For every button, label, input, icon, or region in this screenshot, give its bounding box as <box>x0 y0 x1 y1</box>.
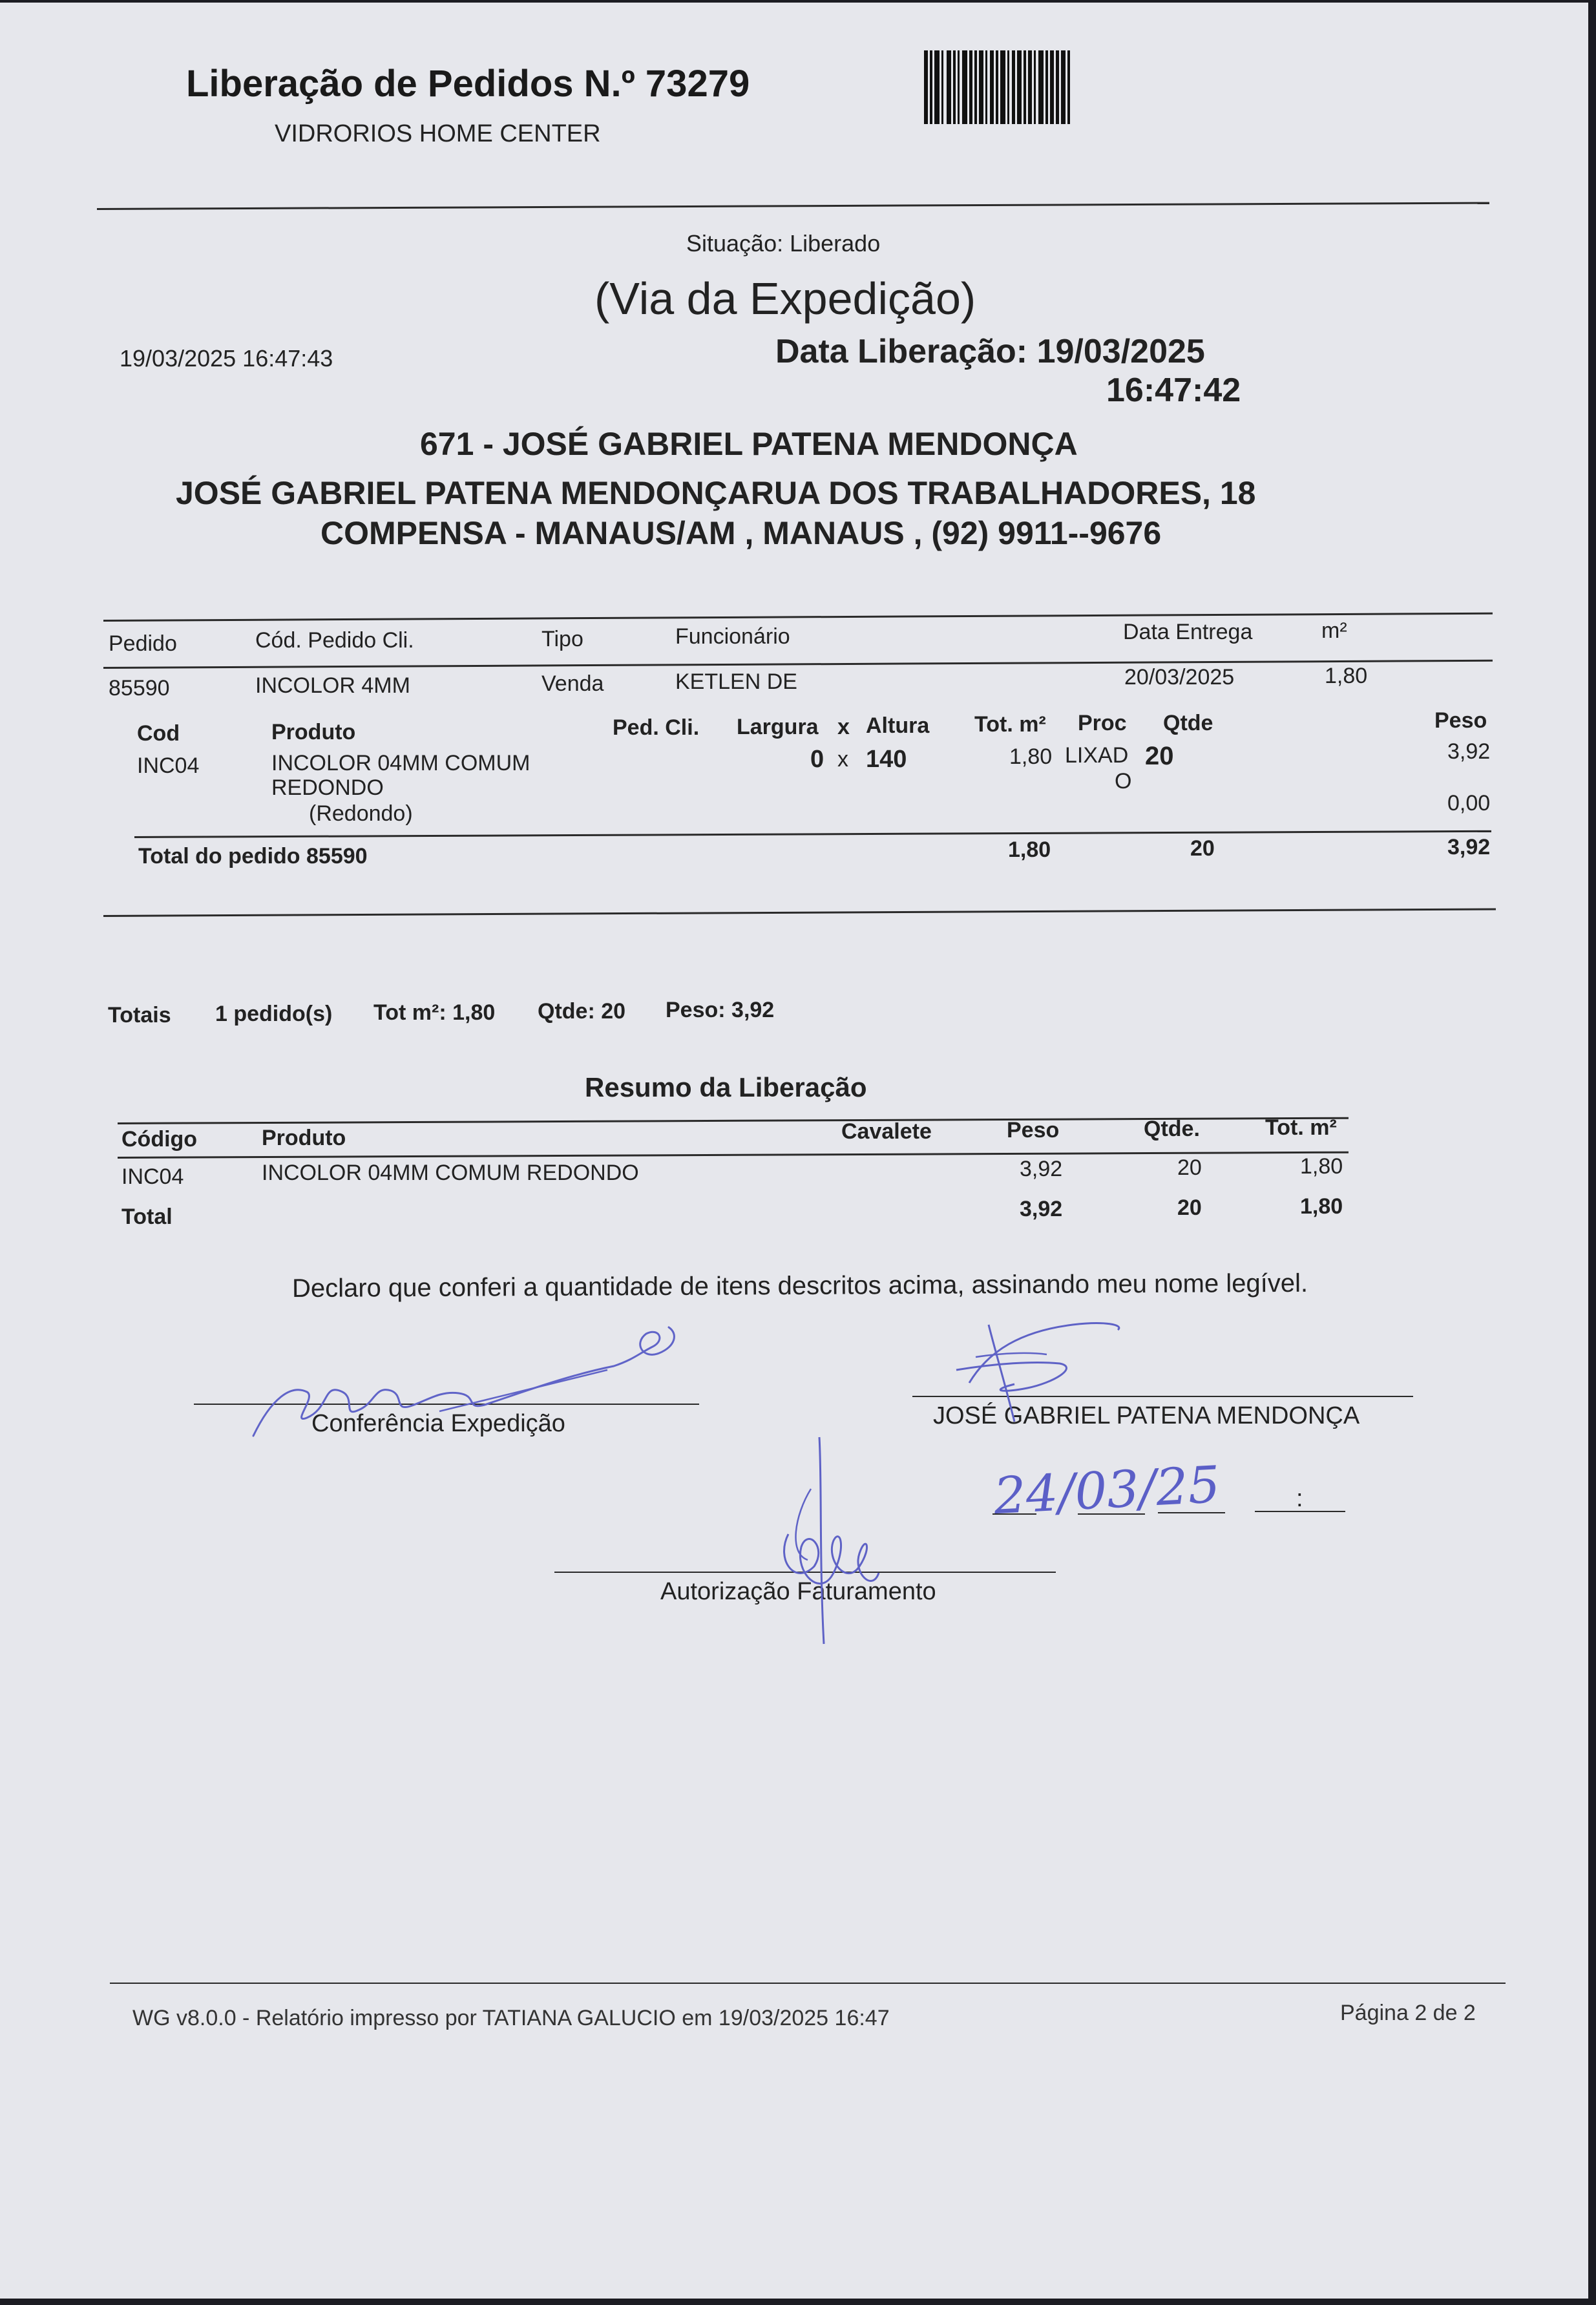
order-total-peso: 3,92 <box>1447 835 1491 859</box>
item-tot-m2: 1,80 <box>1009 744 1053 769</box>
customer-address-line1: JOSÉ GABRIEL PATENA MENDONÇARUA DOS TRABALHADORES, 18 <box>176 475 1256 511</box>
footer-rule <box>110 1983 1506 1984</box>
conferencia-label: Conferência Expedição <box>311 1410 565 1437</box>
conferencia-signature <box>246 1321 711 1450</box>
summary-row-tot-m2: 1,80 <box>1300 1154 1343 1179</box>
col-cod-pedido-cli: Cód. Pedido Cli. <box>255 628 414 653</box>
summary-total-peso: 3,92 <box>1020 1197 1063 1221</box>
col-tipo: Tipo <box>541 627 583 651</box>
summary-total-tot-m2: 1,80 <box>1300 1194 1343 1219</box>
item-produto-line1: INCOLOR 04MM COMUM <box>271 751 530 775</box>
order-total-qtde: 20 <box>1190 836 1215 861</box>
footer-printed-by: WG v8.0.0 - Relatório impresso por TATIANA GALUCIO em 19/03/2025 16:47 <box>132 2006 890 2030</box>
summary-col-tot-m2: Tot. m² <box>1265 1115 1337 1140</box>
col-largura: Largura <box>737 715 819 739</box>
release-time: 16:47:42 <box>1106 372 1241 409</box>
summary-col-produto: Produto <box>262 1126 346 1150</box>
col-produto: Produto <box>271 720 356 744</box>
item-peso: 3,92 <box>1447 739 1491 764</box>
item-qtde: 20 <box>1145 742 1174 770</box>
totals-pedidos: 1 pedido(s) <box>215 1002 333 1026</box>
item-produto-line3: (Redondo) <box>309 801 413 826</box>
col-tot-m2: Tot. m² <box>974 712 1046 737</box>
item-produto-line2: REDONDO <box>271 775 384 800</box>
item-cod: INC04 <box>137 753 200 778</box>
client-name-label: JOSÉ GABRIEL PATENA MENDONÇA <box>933 1402 1360 1429</box>
order-tipo: Venda <box>541 671 604 696</box>
client-signature <box>943 1312 1137 1435</box>
summary-col-peso: Peso <box>1007 1118 1060 1142</box>
col-m2: m² <box>1321 618 1347 643</box>
document-title: Liberação de Pedidos N.º 73279 <box>186 63 750 105</box>
item-proc-line1: LIXAD <box>1065 743 1129 768</box>
order-cod-cli: INCOLOR 4MM <box>255 673 410 698</box>
col-altura: Altura <box>866 713 930 738</box>
via-label: (Via da Expedição) <box>594 273 976 324</box>
col-data-entrega: Data Entrega <box>1123 620 1253 644</box>
time-separator: : <box>1296 1485 1303 1512</box>
item-proc-line2: O <box>1115 769 1132 794</box>
item-total-rule <box>134 830 1491 838</box>
order-table-header-rule <box>103 660 1493 669</box>
handwritten-date: 24/03/25 <box>992 1455 1222 1526</box>
summary-col-codigo: Código <box>121 1127 198 1152</box>
autorizacao-label: Autorização Faturamento <box>660 1578 936 1605</box>
customer-code-name: 671 - JOSÉ GABRIEL PATENA MENDONÇA <box>420 426 1078 462</box>
customer-address-line2: COMPENSA - MANAUS/AM , MANAUS , (92) 9911--9676 <box>320 515 1162 551</box>
summary-col-qtde: Qtde. <box>1144 1117 1200 1141</box>
col-qtde: Qtde <box>1163 711 1213 735</box>
summary-title: Resumo da Liberação <box>585 1072 867 1102</box>
col-funcionario: Funcionário <box>675 624 790 649</box>
company-name: VIDRORIOS HOME CENTER <box>275 120 601 147</box>
item-largura: 0 <box>810 746 824 773</box>
print-datetime: 19/03/2025 16:47:43 <box>120 345 333 372</box>
items-bottom-rule <box>103 908 1496 917</box>
summary-header-rule <box>118 1152 1349 1159</box>
autorizacao-signature <box>750 1431 892 1650</box>
totals-tot-m2: Tot m²: 1,80 <box>373 1000 496 1025</box>
item-x: x <box>837 747 848 772</box>
footer-page-number: Página 2 de 2 <box>1340 2001 1476 2025</box>
item-peso-secondary: 0,00 <box>1447 791 1491 816</box>
barcode <box>923 50 1168 125</box>
declaration-text: Declaro que conferi a quantidade de itens descritos acima, assinando meu nome legível. <box>291 1268 1308 1303</box>
order-pedido: 85590 <box>109 676 170 700</box>
document-page <box>0 3 1588 2299</box>
header-divider <box>97 202 1489 210</box>
totals-label: Totais <box>108 1003 171 1027</box>
totals-peso: Peso: 3,92 <box>666 998 775 1022</box>
col-cod: Cod <box>137 721 180 746</box>
summary-total-qtde: 20 <box>1177 1195 1202 1220</box>
date-month-line <box>1078 1513 1145 1515</box>
col-ped-cli: Ped. Cli. <box>613 715 700 740</box>
date-year-line <box>1158 1512 1225 1513</box>
summary-row-produto: INCOLOR 04MM COMUM REDONDO <box>262 1161 639 1185</box>
order-m2: 1,80 <box>1325 664 1368 688</box>
summary-row-peso: 3,92 <box>1020 1157 1063 1181</box>
order-data-entrega: 20/03/2025 <box>1124 665 1235 689</box>
date-day-line <box>992 1513 1036 1515</box>
col-peso: Peso <box>1434 708 1487 733</box>
order-total-m2: 1,80 <box>1008 837 1051 862</box>
totals-qtde: Qtde: 20 <box>538 999 626 1024</box>
summary-col-cavalete: Cavalete <box>841 1119 932 1144</box>
col-pedido: Pedido <box>109 631 177 656</box>
col-proc: Proc <box>1078 711 1127 735</box>
col-x: x <box>837 715 850 739</box>
summary-row-codigo: INC04 <box>121 1164 184 1189</box>
summary-total-label: Total <box>121 1205 173 1229</box>
order-funcionario: KETLEN DE <box>675 669 797 694</box>
order-total-label: Total do pedido 85590 <box>138 844 368 868</box>
release-date: Data Liberação: 19/03/2025 <box>775 333 1205 370</box>
order-table-top-rule <box>103 613 1493 622</box>
item-altura: 140 <box>866 746 907 773</box>
situation-label: Situação: Liberado <box>686 230 881 257</box>
summary-row-qtde: 20 <box>1177 1155 1202 1180</box>
